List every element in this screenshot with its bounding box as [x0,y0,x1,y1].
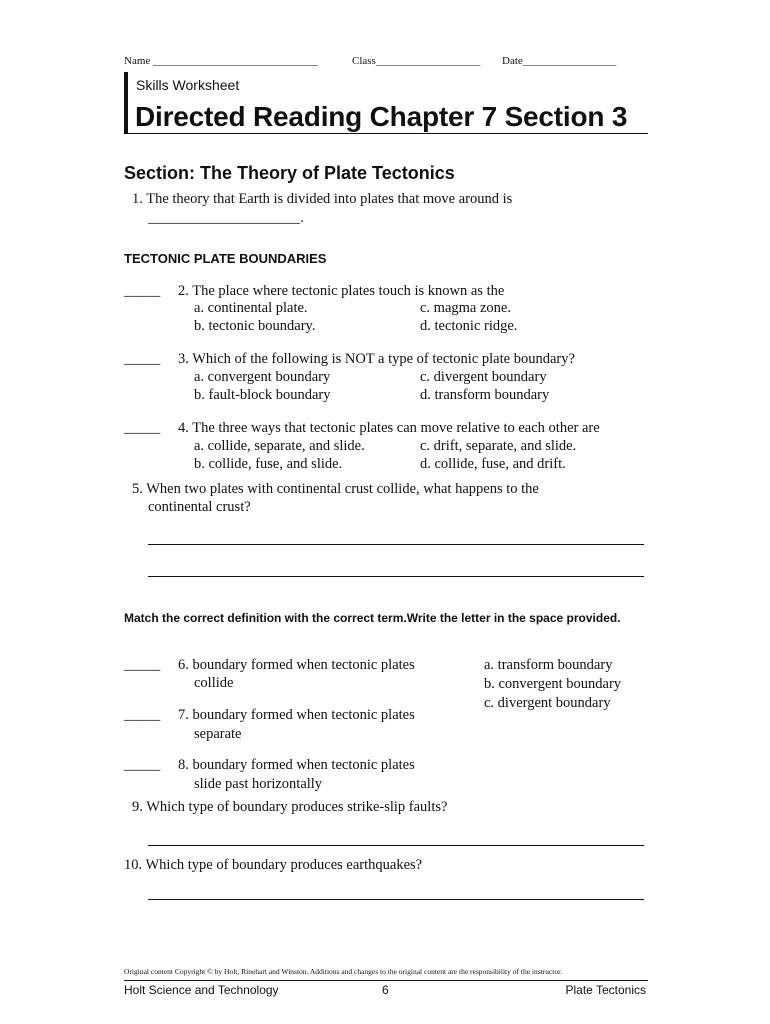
question-2-option-c: c. magma zone. [420,300,511,316]
section-heading: Section: The Theory of Plate Tectonics [124,163,455,183]
question-3-stem: 3. Which of the following is NOT a type of tectonic plate boundary? [178,351,575,367]
matching-term-b: b. convergent boundary [484,676,622,692]
question-4-option-d: d. collide, fuse, and drift. [420,456,566,472]
matching-item-7: 7. boundary formed when tectonic plates [178,707,415,723]
question-2-option-a: a. continental plate. [194,300,308,316]
question-2-option-b: b. tectonic boundary. [194,318,316,334]
question-4-option-c: c. drift, separate, and slide. [420,438,577,454]
matching-item-6-cont: collide [194,675,234,691]
question-5-text: 5. When two plates with continental crust collide, what happens to the [132,481,539,497]
footer-topic: Plate Tectonics [565,983,646,997]
question-3-option-b: b. fault-block boundary [194,387,331,403]
question-5-text-cont: continental crust? [148,499,251,515]
question-10-text: 10. Which type of boundary produces earthquakes? [124,857,423,873]
answer-blank-6[interactable]: _____ [124,657,161,673]
answer-blank-7[interactable]: _____ [124,707,161,723]
question-3-option-c: c. divergent boundary [420,369,547,385]
answer-blank-3[interactable]: _____ [124,351,161,367]
matching-item-8: 8. boundary formed when tectonic plates [178,757,415,773]
question-4-stem: 4. The three ways that tectonic plates can move relative to each other are [178,420,600,436]
matching-instructions: Match the correct definition with the correct term.Write the letter in the space provided. [124,611,621,625]
title-rule [124,133,648,134]
copyright-notice: Original content Copyright © by Holt, Rinehart and Winston. Additions and changes to the original content are the responsibility of the instructor. [124,967,563,976]
matching-item-8-cont: slide past horizontally [194,776,323,792]
question-9-answer-line[interactable] [148,845,644,846]
question-9-text: 9. Which type of boundary produces strike-slip faults? [132,799,448,815]
title-accent-bar [124,72,128,134]
matching-item-7-cont: separate [194,726,242,742]
matching-term-c: c. divergent boundary [484,695,611,711]
question-5-answer-line-1[interactable] [148,544,644,545]
question-3-option-a: a. convergent boundary [194,369,331,385]
question-1-text: 1. The theory that Earth is divided into plates that move around is [132,191,513,207]
question-4-option-b: b. collide, fuse, and slide. [194,456,343,472]
footer-publisher: Holt Science and Technology [124,983,279,997]
subhead-tectonic-boundaries: TECTONIC PLATE BOUNDARIES [124,251,327,266]
name-field-label: Name ______________________________ [124,55,319,67]
matching-item-6: 6. boundary formed when tectonic plates [178,657,415,673]
question-2-option-d: d. tectonic ridge. [420,318,518,334]
answer-blank-4[interactable]: _____ [124,420,161,436]
question-1-blank[interactable]: _____________________. [148,210,304,226]
answer-blank-2[interactable]: _____ [124,283,161,299]
question-10-answer-line[interactable] [148,899,644,900]
date-field-label: Date_________________ [502,55,617,67]
worksheet-kicker: Skills Worksheet [136,77,240,93]
footer-rule [124,980,648,981]
page-number: 6 [382,983,389,997]
question-5-answer-line-2[interactable] [148,576,644,577]
matching-term-a: a. transform boundary [484,657,613,673]
question-2-stem: 2. The place where tectonic plates touch is known as the [178,283,505,299]
answer-blank-8[interactable]: _____ [124,757,161,773]
page-title: Directed Reading Chapter 7 Section 3 [135,101,628,132]
question-4-option-a: a. collide, separate, and slide. [194,438,365,454]
class-field-label: Class___________________ [352,55,481,67]
question-3-option-d: d. transform boundary [420,387,550,403]
